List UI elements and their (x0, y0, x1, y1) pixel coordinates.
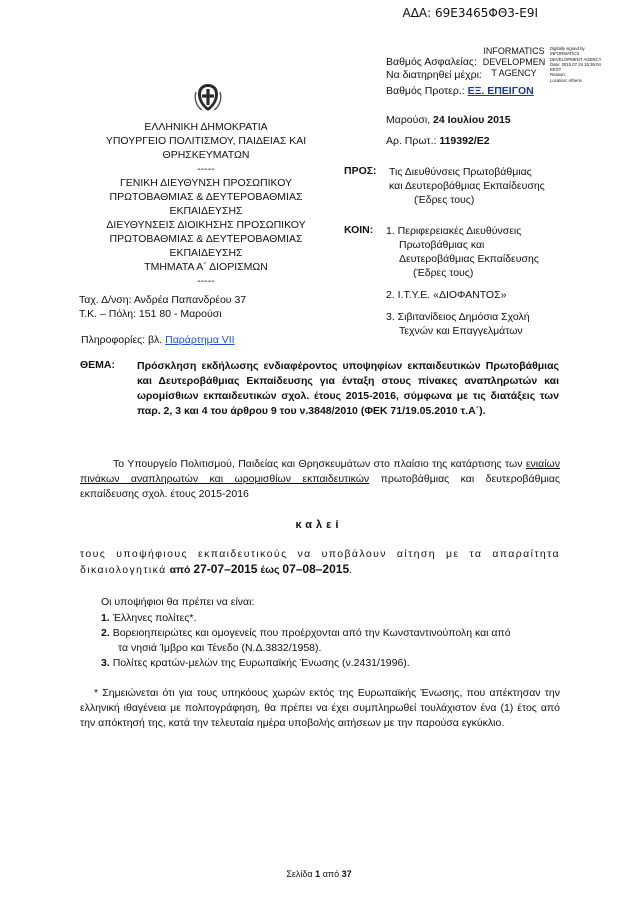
subject-label: ΘΕΜΑ: (80, 359, 115, 371)
priority-line (386, 85, 534, 97)
requirement-item (101, 611, 560, 626)
greek-emblem-icon (192, 82, 224, 114)
page-footer (0, 869, 638, 879)
postal-address (79, 293, 246, 321)
priority-value: ΕΞ. ΕΠΕΙΓΟΝ (467, 85, 534, 97)
requirement-text: Πολίτες κρατών-μελών της Ευρωπαϊκής Ένωσης (ν.2431/1996). (112, 657, 410, 669)
address-city: Τ.Κ. – Πόλη: 151 80 - Μαρούσι (79, 308, 222, 320)
signature-agency-line: DEVELOPMEN (482, 57, 546, 67)
requirements-intro: Οι υποψήφιοι θα πρέπει να είναι: (101, 596, 255, 608)
signature-detail-line: DEVELOPMENT AGENCY (550, 56, 602, 62)
requirement-number: 1. (101, 612, 110, 624)
requirement-number: 3. (101, 657, 110, 669)
security-level-label: Βαθμός Ασφαλείας: (386, 56, 477, 68)
sender-line: ΥΠΟΥΡΓΕΙΟ ΠΟΛΙΤΙΣΜΟΥ, ΠΑΙΔΕΙΑΣ ΚΑΙ (105, 135, 307, 147)
sender-line: ΕΚΠΑΙΔΕΥΣΗΣ (169, 247, 243, 259)
to-line: Τις Διευθύνσεις Πρωτοβάθμιας (389, 166, 532, 178)
sender-separator: ----- (197, 275, 215, 287)
sender-line: ΔΙΕΥΘΥΝΣΕΙΣ ΔΙΟΙΚΗΣΗΣ ΠΡΟΣΩΠΙΚΟΥ (106, 219, 306, 231)
body-paragraph-2 (80, 547, 560, 578)
information-line (81, 334, 235, 346)
place: Μαρούσι, (386, 114, 431, 126)
to-label: ΠΡΟΣ: (344, 165, 377, 177)
sender-line: ΕΚΠΑΙΔΕΥΣΗΣ (169, 205, 243, 217)
signature-detail-line: Date: 2015.07.24 15:36:04 (550, 61, 601, 67)
date-until: 07–08–2015 (282, 562, 350, 576)
signature-detail-line: EEST (550, 67, 562, 73)
sender-line: ΕΛΛΗΝΙΚΗ ΔΗΜΟΚΡΑΤΙΑ (144, 121, 268, 133)
p2-end: . (349, 564, 353, 576)
cc-item (386, 224, 586, 280)
sender-line: ΘΡΗΣΚΕΥΜΑΤΩΝ (162, 149, 250, 161)
sender-line: ΠΡΩΤΟΒΑΘΜΙΑΣ & ΔΕΥΤΕΡΟΒΑΘΜΙΑΣ (109, 191, 303, 203)
body-paragraph-1 (80, 457, 560, 502)
to-recipients (389, 165, 545, 207)
digital-signature-agency (478, 46, 550, 79)
address-street: Ταχ. Δ/νση: Ανδρέα Παπανδρέου 37 (79, 294, 247, 306)
total-pages: 37 (341, 869, 352, 879)
requirement-item (101, 656, 560, 671)
protocol-value: 119392/Ε2 (439, 135, 490, 147)
signature-detail-line: Location: Athens (550, 77, 582, 83)
cc-label: ΚΟΙΝ: (344, 224, 374, 236)
signature-agency-line: T AGENCY (491, 68, 537, 78)
document-date (386, 114, 511, 126)
cc-line: 2. Ι.Τ.Υ.Ε. «ΔΙΟΦΑΝΤΟΣ» (386, 289, 507, 301)
p1-underlined: ενιαίων πινάκων αναπληρωτών και ωρομισθίων εκπαιδευτικών (80, 458, 560, 485)
digital-signature-details (550, 46, 630, 83)
cc-item (386, 288, 586, 302)
date-value: 24 Ιουλίου 2015 (433, 114, 511, 126)
ada-code: ΑΔΑ: 69Ε3465ΦΘ3-Ε9Ι (402, 6, 538, 20)
requirement-text: τα νησιά Ίμβρο και Τένεδο (Ν.Δ.3832/1958). (118, 642, 322, 654)
signature-detail-line: INFORMATICS (550, 51, 580, 57)
cc-line: 3. Σιβιτανίδειος Δημόσια Σχολή (386, 311, 530, 323)
to-line: (Έδρες τους) (414, 194, 475, 206)
invitation-word: καλεί (295, 519, 343, 531)
info-label: Πληροφορίες: βλ. (81, 334, 163, 346)
body-paragraph-3: * Σημειώνεται ότι για τους υπηκόους χωρών εκτός της Ευρωπαϊκής Ένωσης, που απέκτησαν την ελληνική ιθαγένεια με πολιτογράφηση, θα πρέπει να έχει συμπληρωθεί τουλάχιστον ένα (1) έτος από την απόκτησή της, κατά την τελευταία ημέρα υποβολής αιτήσεων με την παρούσα εγκύκλιο. (80, 687, 560, 729)
signature-agency-line: INFORMATICS (483, 46, 545, 56)
cc-line: (Έδρες τους) (413, 267, 474, 279)
requirement-item (101, 626, 560, 656)
page-number: 1 (315, 869, 321, 879)
signature-detail-line: Reason: (550, 72, 567, 78)
of-word: από (322, 869, 340, 879)
p2-until: έως (260, 564, 280, 576)
requirement-text: Έλληνες πολίτες*. (112, 612, 197, 624)
protocol-number (386, 135, 490, 147)
sender-line: ΠΡΩΤΟΒΑΘΜΙΑΣ & ΔΕΥΤΕΡΟΒΑΘΜΙΑΣ (109, 233, 303, 245)
requirement-number: 2. (101, 627, 110, 639)
cc-line: Πρωτοβάθμιας και (399, 239, 485, 251)
sender-line: ΓΕΝΙΚΗ ΔΙΕΥΘΥΝΣΗ ΠΡΟΣΩΠΙΚΟΥ (119, 177, 293, 189)
to-line: και Δευτεροβάθμιας Εκπαίδευσης (389, 180, 545, 192)
requirement-text: Βορειοηπειρώτες και ομογενείς που προέρχονται από την Κωνσταντινούπολη και από (112, 627, 511, 639)
sender-block (80, 120, 332, 288)
cc-line: 1. Περιφερειακές Διευθύνσεις (386, 225, 522, 237)
cc-line: Τεχνών και Επαγγελμάτων (399, 325, 523, 337)
p1-end: πρωτοβάθμιας και δευτεροβάθμιας εκπαίδευσης σχολ. έτους 2015-2016 (80, 473, 560, 500)
sender-separator: ----- (197, 163, 215, 175)
signature-detail-line: Digitally signed by (550, 46, 585, 51)
p2-start: τους υποψήφιους εκπαιδευτικούς να υποβάλουν αίτηση με τα απαραίτητα δικαιολογητικά (80, 548, 560, 576)
p2-from: από (169, 564, 191, 576)
keep-until-label: Να διατηρηθεί μέχρι: (386, 69, 482, 81)
page-word: Σελίδα (286, 869, 313, 879)
p1-start: Το Υπουργείο Πολιτισμού, Παιδείας και Θρησκευμάτων στο πλαίσιο της κατάρτισης των (113, 458, 523, 470)
protocol-label: Αρ. Πρωτ.: (386, 135, 437, 147)
cc-recipients (386, 224, 586, 346)
date-from: 27-07–2015 (193, 562, 258, 576)
sender-line: ΤΜΗΜΑΤΑ Α΄ ΔΙΟΡΙΣΜΩΝ (144, 261, 268, 273)
priority-label: Βαθμός Προτερ.: (386, 85, 465, 97)
annex-link[interactable]: Παράρτημα VII (165, 334, 235, 346)
subject-text: Πρόσκληση εκδήλωσης ενδιαφέροντος υποψηφίων εκπαιδευτικών Πρωτοβάθμιας και Δευτεροβάθμιας Εκπαίδευσης για ένταξη στους πίνακες αναπληρωτών και ωρομίσθιων εκπαιδευτικών σχολ. έτους 2015-2016, σύμφωνα με τις διατάξεις των παρ. 2, 3 και 4 του άρθρου 9 του ν.3848/2010 (ΦΕΚ 71/19.05.2010 τ.Α΄). (137, 360, 559, 417)
cc-line: Δευτεροβάθμιας Εκπαίδευσης (399, 253, 539, 265)
cc-item (386, 310, 586, 338)
